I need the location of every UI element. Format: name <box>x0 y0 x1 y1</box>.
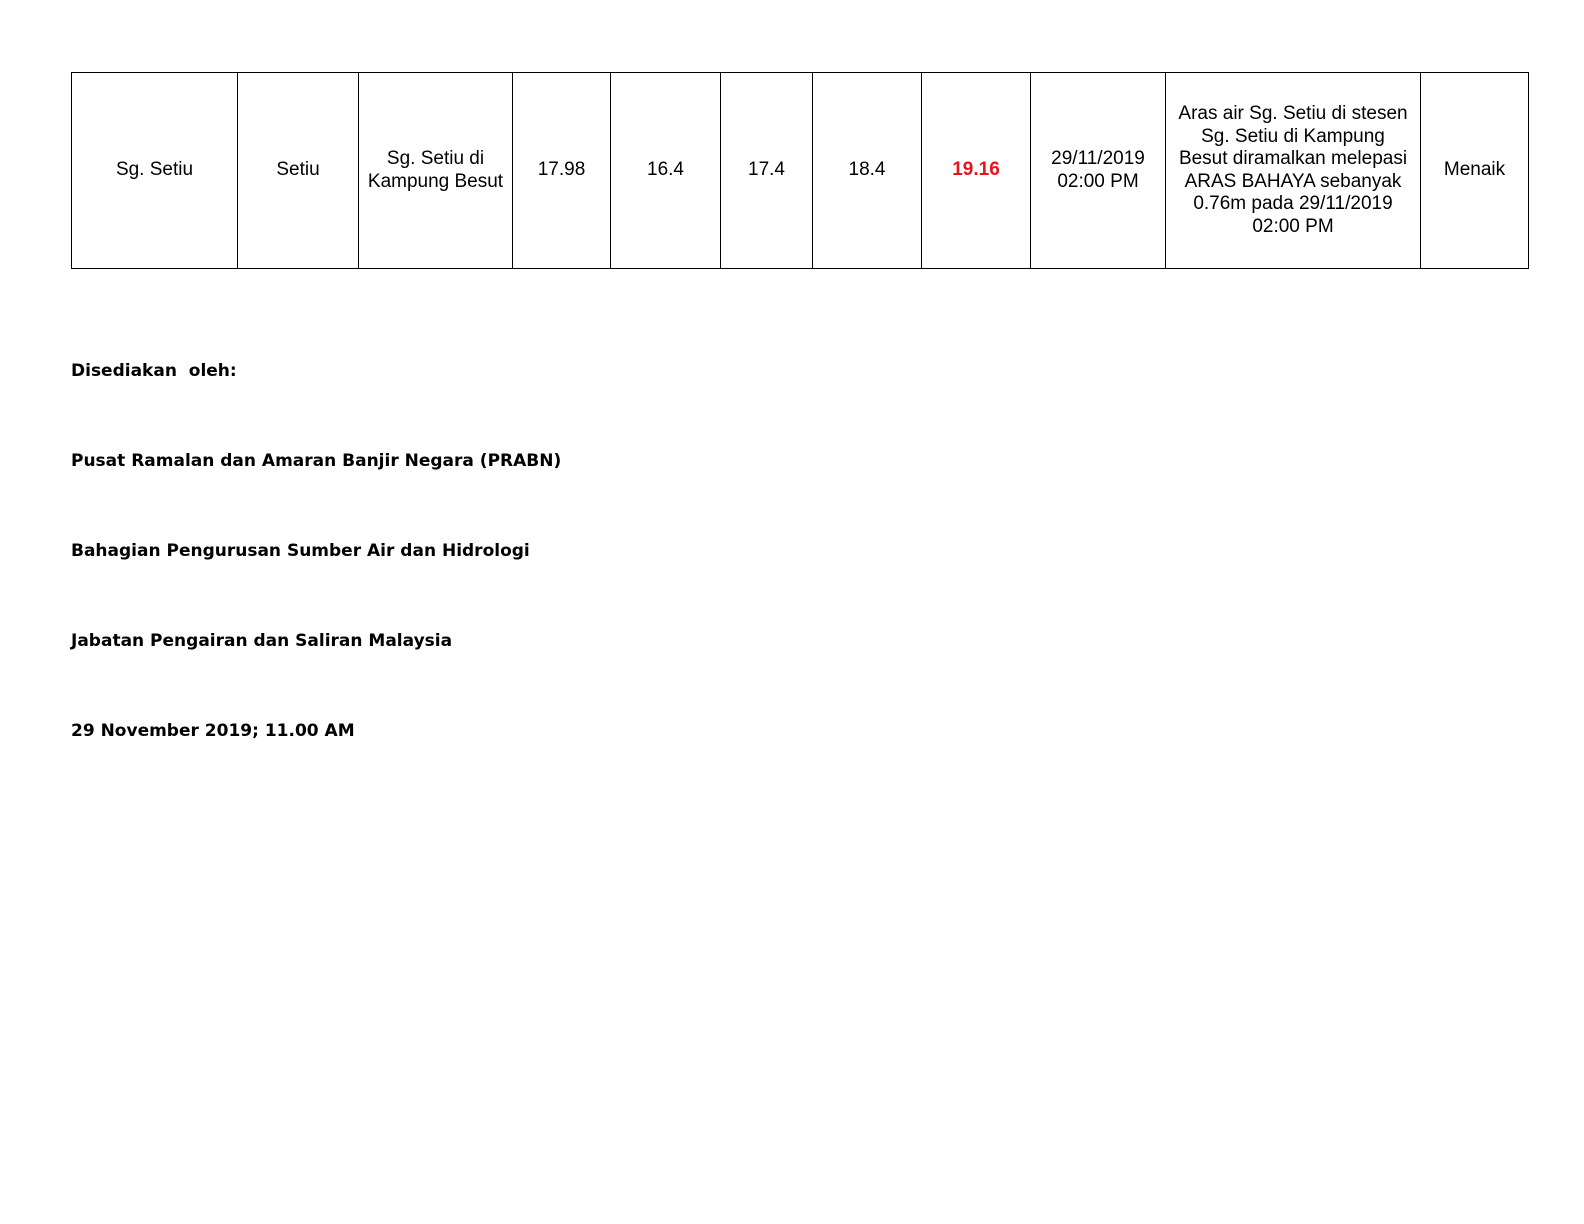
division-name: Bahagian Pengurusan Sumber Air dan Hidrologi <box>71 541 530 561</box>
prepared-by-block <box>71 296 561 776</box>
forecast-time-cell: 29/11/2019 02:00 PM <box>1031 73 1166 269</box>
flood-forecast-table <box>71 72 1529 269</box>
river-cell: Sg. Setiu <box>72 73 238 269</box>
district-cell: Setiu <box>238 73 359 269</box>
forecast-level-cell: 19.16 <box>922 73 1031 269</box>
current-level-cell: 17.98 <box>513 73 611 269</box>
issue-date: 29 November 2019; 11.00 AM <box>71 721 355 741</box>
agency-name: Pusat Ramalan dan Amaran Banjir Negara (PRABN) <box>71 451 562 471</box>
department-name: Jabatan Pengairan dan Saliran Malaysia <box>71 631 453 651</box>
trend-cell: Menaik <box>1421 73 1529 269</box>
prepared-by-label: Disediakan oleh: <box>71 361 237 381</box>
alert-level-cell: 17.4 <box>721 73 813 269</box>
normal-level-cell: 16.4 <box>611 73 721 269</box>
remarks-cell: Aras air Sg. Setiu di stesen Sg. Setiu di Kampung Besut diramalkan melepasi ARAS BAHAYA sebanyak 0.76m pada 29/11/2019 02:00 PM <box>1166 73 1421 269</box>
warning-level-cell: 18.4 <box>813 73 922 269</box>
station-cell: Sg. Setiu di Kampung Besut <box>359 73 513 269</box>
table-row <box>72 73 1529 269</box>
